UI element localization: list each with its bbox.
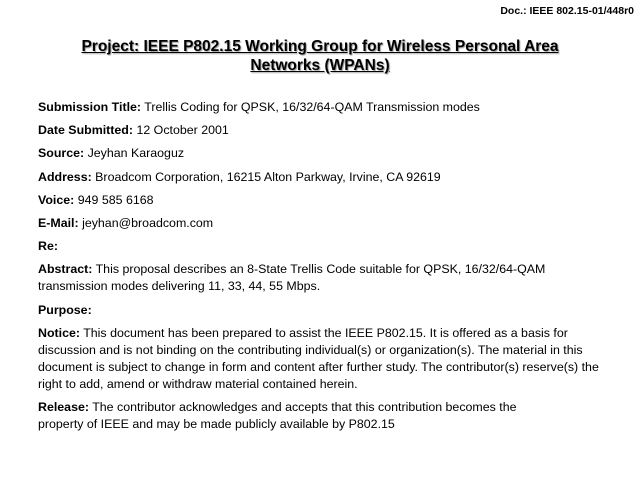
field-label: Voice: <box>38 192 75 207</box>
field-value-line-1: The contributor acknowledges and accepts that this contribution becomes the <box>92 399 517 414</box>
field-label: Re: <box>38 239 58 254</box>
field-label: Address: <box>38 169 92 184</box>
field-value: This proposal describes an 8-State Trellis Code suitable for QPSK, 16/32/64-QAM transmission modes delivering 11, 33, 44, 55 Mbps. <box>38 262 546 294</box>
field-value: 12 October 2001 <box>136 123 229 138</box>
field-value: This document has been prepared to assist the IEEE P802.15. It is offered as a basis for discussion and is not binding on the contributing individual(s) or organization(s). The material in this document is subject to change in form and content after further study. The contributor(s) reserve(s) the right to add, amend or withdraw material contained herein. <box>38 325 599 391</box>
field-value-line-2: property of IEEE and may be made publicly available by P802.15 <box>38 416 395 431</box>
field-value: Jeyhan Karaoguz <box>87 146 185 161</box>
field-value: jeyhan@broadcom.com <box>82 215 214 230</box>
submission-fields <box>38 99 608 439</box>
field-date-submitted <box>38 122 608 139</box>
field-voice <box>38 192 608 209</box>
field-address <box>38 169 608 186</box>
field-re <box>38 238 608 255</box>
field-email <box>38 215 608 232</box>
field-label: Purpose: <box>38 302 92 317</box>
field-label: Abstract: <box>38 262 93 277</box>
document-reference: Doc.: IEEE 802.15-01/448r0 <box>500 5 634 17</box>
field-value: 949 585 6168 <box>77 192 154 207</box>
field-value: Broadcom Corporation, 16215 Alton Parkway, Irvine, CA 92619 <box>95 169 441 184</box>
field-label: Source: <box>38 146 85 161</box>
field-submission-title <box>38 99 608 116</box>
field-notice <box>38 325 608 393</box>
field-label: E-Mail: <box>38 215 79 230</box>
field-label: Submission Title: <box>38 100 142 114</box>
field-purpose <box>38 302 608 319</box>
field-value: Trellis Coding for QPSK, 16/32/64-QAM Transmission modes <box>144 100 480 114</box>
field-label: Release: <box>38 399 89 414</box>
field-label: Date Submitted: <box>38 123 133 138</box>
field-label: Notice: <box>38 325 80 340</box>
project-title <box>60 37 580 75</box>
project-title-line-2: Networks (WPANs) <box>250 57 390 74</box>
field-release <box>38 399 608 433</box>
field-abstract <box>38 261 608 295</box>
project-title-line-1: Project: IEEE P802.15 Working Group for Wireless Personal Area <box>81 38 559 55</box>
field-source <box>38 145 608 162</box>
